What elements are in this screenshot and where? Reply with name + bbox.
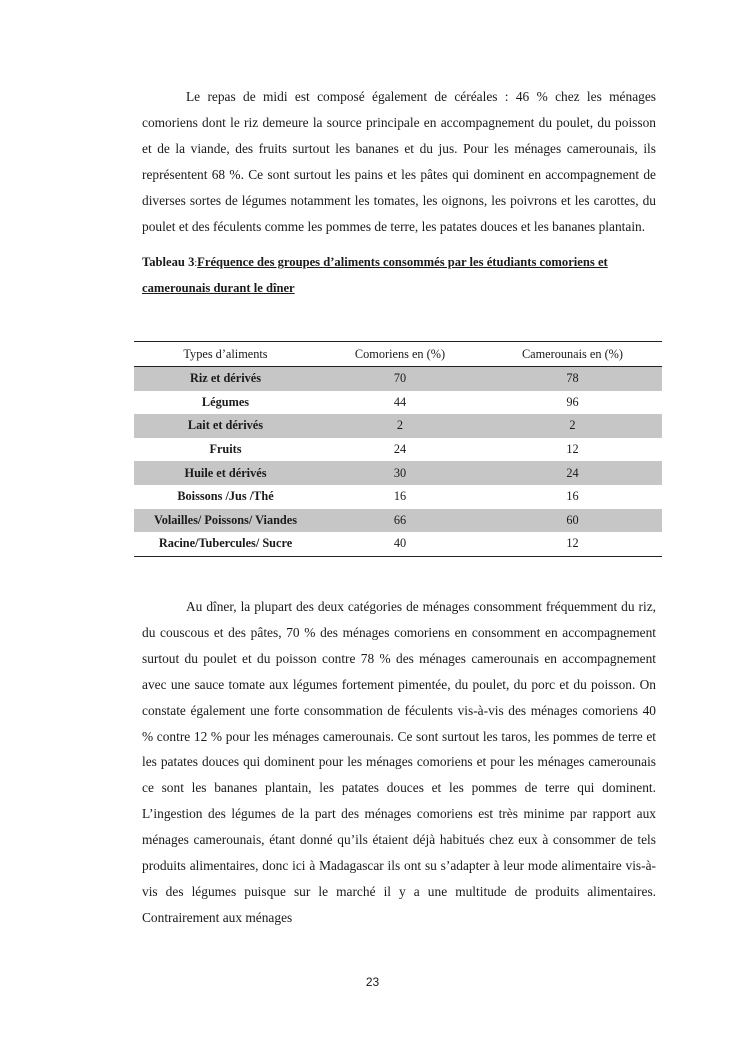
table-row [134,509,662,533]
row-label: Racine/Tubercules/ Sucre [134,532,317,556]
table-caption [142,250,656,300]
table-row [134,485,662,509]
row-label: Volailles/ Poissons/ Viandes [134,509,317,533]
table-number: Tableau 3 [142,255,195,270]
value-camerounais: 2 [483,414,662,438]
value-camerounais: 12 [566,442,579,457]
value-camerounais: 16 [566,489,579,504]
caption-separator: : [194,258,198,270]
value-comoriens: 16 [393,489,407,504]
table-row [134,414,662,438]
row-label: Fruits [209,442,242,457]
value-comoriens: 24 [393,442,407,457]
table-row [134,438,662,462]
row-label: Huile et dérivés [134,461,317,485]
row-label: Légumes [201,394,250,409]
table-title: Fréquence des groupes d’aliments consommés par les étudiants comoriens et camerounais durant le dîner [142,255,608,296]
row-label: Riz et dérivés [134,367,317,391]
page-body [142,84,656,300]
food-frequency-table [134,341,662,557]
table-header-row [134,342,662,367]
value-camerounais: 60 [483,509,662,533]
value-comoriens: 2 [317,414,483,438]
value-comoriens: 40 [317,532,483,556]
page-number: 23 [365,975,380,989]
value-comoriens: 30 [317,461,483,485]
table-row [134,461,662,485]
header-camerounais: Camerounais en (%) [483,342,662,367]
paragraph-lunch: Le repas de midi est composé également de céréales : 46 % chez les ménages comoriens dont le riz demeure la source principale en accompagnement du poulet, du poisson et de la viande, des fruits surtout les bananes et du jus. Pour les ménages camerounais, ils représentent 68 %. Ce sont surtout les pains et les pâtes qui dominent en accompagnement de diverses sortes de légumes notamment les tomates, les oignons, les poivrons et les carottes, du poulet et des féculents comme les pommes de terre, les patates douces et les bananes plantain. [142,89,656,234]
value-comoriens: 44 [393,394,407,409]
value-camerounais: 24 [483,461,662,485]
row-label: Boissons /Jus /Thé [177,489,274,504]
value-camerounais: 96 [566,394,579,409]
row-label: Lait et dérivés [134,414,317,438]
page-body-lower [142,594,656,931]
value-comoriens: 70 [317,367,483,391]
value-camerounais: 78 [483,367,662,391]
table-row [134,367,662,391]
table-row [134,391,662,415]
table-row [134,532,662,556]
header-comoriens: Comoriens en (%) [317,342,483,367]
value-comoriens: 66 [317,509,483,533]
value-camerounais: 12 [483,532,662,556]
paragraph-dinner: Au dîner, la plupart des deux catégories de ménages consomment fréquemment du riz, du couscous et des pâtes, 70 % des ménages comoriens en consomment en accompagnement surtout du poulet et du poisson contre 78 % des ménages camerounais en accompagnement avec une sauce tomate aux légumes fortement pimentée, du poulet, du porc et du poisson. On constate également une forte consommation de féculents vis-à-vis des ménages comoriens 40 % contre 12 % pour les ménages camerounais. Ce sont surtout les taros, les pommes de terre et les patates douces qui dominent pour les ménages comoriens et pour les ménages camerounais ce sont les bananes plantain, les patates douces et les pommes de terre qui dominent. L’ingestion des légumes de la part des ménages comoriens est très minime par rapport aux ménages camerounais, étant donné qu’ils étaient déjà habitués chez eux à consommer de tels produits alimentaires, donc ici à Madagascar ils ont su s’adapter à leur mode alimentaire vis-à-vis des légumes puisque sur le marché il y a une multitude de produits alimentaires. Contrairement aux ménages [142,599,656,925]
header-types: Types d’aliments [134,342,317,367]
